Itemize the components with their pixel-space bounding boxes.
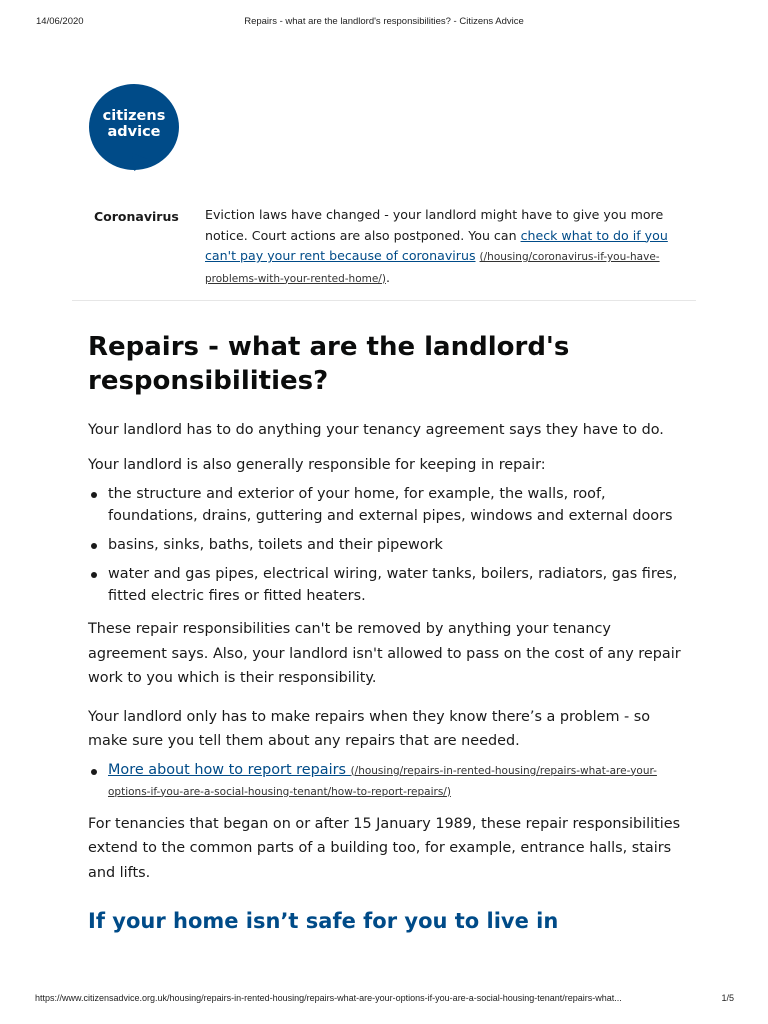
alert-label: Coronavirus <box>94 209 179 224</box>
report-problems-paragraph: Your landlord only has to make repairs when they know there’s a problem - so make sure you tell them about any repairs that are needed. <box>88 708 651 749</box>
list-item <box>108 760 688 802</box>
report-repairs-link[interactable]: More about how to report repairs <box>108 761 351 778</box>
list-item: water and gas pipes, electrical wiring, water tanks, boilers, radiators, gas fires, fitted electric fires or fitted heaters. <box>108 563 688 607</box>
logo-line-1: citizens <box>102 108 166 124</box>
report-link-list <box>88 760 688 802</box>
logo-text <box>89 108 179 140</box>
coronavirus-rent-link-href[interactable]: (/housing/coronavirus-if-you-have-problems-with-your-rented-home/) <box>205 251 660 285</box>
common-parts-paragraph: For tenancies that began on or after 15 January 1989, these repair responsibilities extend to the common parts of a building too, for example, entrance halls, stairs and lifts. <box>88 815 681 881</box>
article-content <box>88 330 688 935</box>
repair-list <box>88 483 688 607</box>
coronavirus-alert-banner <box>72 205 696 301</box>
alert-body <box>205 205 675 289</box>
intro-paragraph: Your landlord has to do anything your tenancy agreement says they have to do. <box>88 422 664 438</box>
section-heading-unsafe-home: If your home isn’t safe for you to live in <box>88 909 559 933</box>
coronavirus-rent-link[interactable]: check what to do if you can't pay your rent because of coronavirus <box>205 227 668 263</box>
print-url: https://www.citizensadvice.org.uk/housing/repairs-in-rented-housing/repairs-what-are-your-options-if-you-are-a-social-housing-tenant/repairs-what... <box>35 993 622 1003</box>
alert-text: Eviction laws have changed - your landlord might have to give you more notice. Court actions are also postponed. You can <box>205 207 664 243</box>
logo-line-2: advice <box>107 124 161 140</box>
citizens-advice-logo[interactable] <box>89 84 179 174</box>
print-date: 14/06/2020 <box>36 16 84 27</box>
print-page-title: Repairs - what are the landlord's responsibilities? - Citizens Advice <box>244 16 524 27</box>
list-item: the structure and exterior of your home, for example, the walls, roof, foundations, drains, guttering and external pipes, windows and external doors <box>108 483 688 527</box>
list-item: basins, sinks, baths, toilets and their pipework <box>108 534 688 556</box>
page-title: Repairs - what are the landlord's responsibilities? <box>88 332 570 396</box>
report-repairs-link-href[interactable]: (/housing/repairs-in-rented-housing/repairs-what-are-your-options-if-you-are-a-social-housing-tenant/how-to-report-repairs/) <box>108 764 657 798</box>
alert-text-end: . <box>385 269 390 285</box>
page-number: 1/5 <box>721 993 734 1003</box>
responsibilities-paragraph: These repair responsibilities can't be removed by anything your tenancy agreement says. Also, your landlord isn't allowed to pass on the cost of any repair work to you which is their responsibility. <box>88 621 681 686</box>
repair-intro-paragraph: Your landlord is also generally responsible for keeping in repair: <box>88 456 546 473</box>
